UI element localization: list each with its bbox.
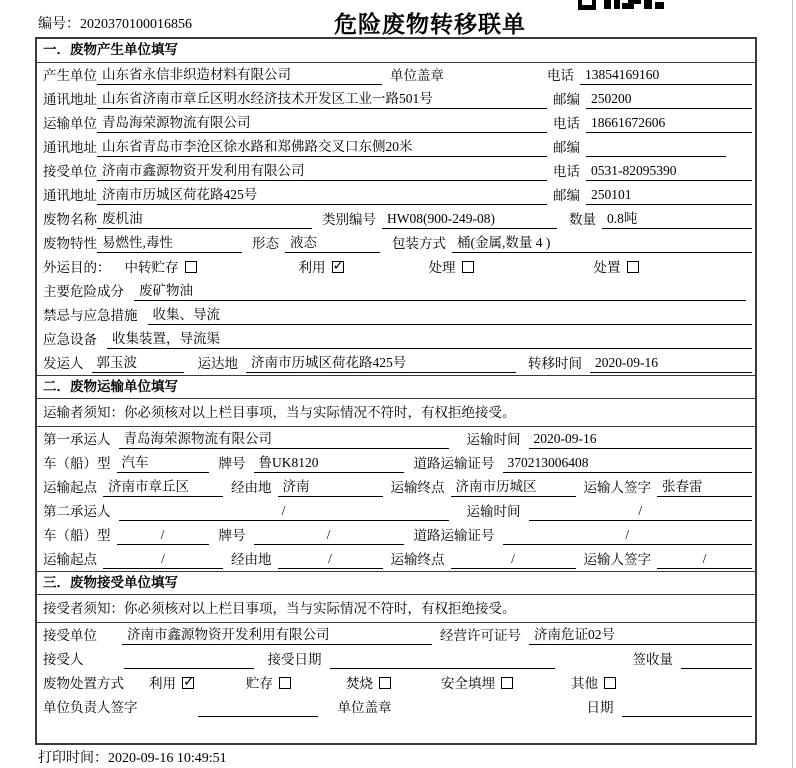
transfer-time-value: 2020-09-16 — [590, 354, 752, 373]
producer-address-label: 通讯地址 — [43, 92, 97, 107]
transport-zip-value — [586, 139, 726, 157]
producer-unit-value: 山东省永信非织造材料有限公司 — [97, 66, 382, 85]
receiver-phone-value: 0531-82095390 — [586, 162, 752, 181]
waste-name-value: 废机油 — [97, 210, 312, 229]
purpose-option-storage: 中转贮存 — [125, 259, 197, 277]
waste-pack-label: 包装方式 — [392, 236, 446, 251]
emergency-measures-label: 禁忌与应急措施 — [43, 308, 138, 323]
producer-phone-label: 电话 — [547, 68, 574, 83]
checkbox-disposal-incinerate — [379, 677, 391, 689]
route1-start-label: 运输起点 — [43, 480, 97, 495]
route2-via-label: 经由地 — [231, 552, 272, 567]
receiver-notice: 接受者须知：你必须核对以上栏目事项，当与实际情况不符时，有权拒绝接受。 — [37, 595, 755, 623]
transport-address-value: 山东省青岛市李沧区徐水路和郑佛路交叉口东侧20米 — [97, 138, 547, 157]
accept-unit-value: 济南市鑫源物资开发利用有限公司 — [122, 626, 432, 645]
page-edge-line — [792, 0, 793, 768]
manifest-table — [35, 37, 757, 745]
transport-address-label: 通讯地址 — [43, 140, 97, 155]
producer-unit-row — [37, 63, 755, 87]
checkbox-treat — [462, 261, 474, 273]
print-time-value: 2020-09-16 10:49:51 — [108, 751, 227, 766]
route2-start-label: 运输起点 — [43, 552, 97, 567]
vehicle2-plate-value: / — [254, 526, 404, 545]
transport-zip-label: 邮编 — [553, 140, 580, 155]
hazard-component-value: 废矿物油 — [134, 282, 746, 301]
page-title: 危险废物转移联单 — [334, 12, 526, 37]
vehicle1-type-label: 车（船）型 — [43, 456, 111, 471]
transport-address-row — [37, 135, 755, 159]
shipper-value: 郭玉波 — [92, 354, 184, 373]
emergency-equipment-row — [37, 327, 755, 351]
vehicle2-plate-label: 牌号 — [218, 528, 246, 543]
waste-name-label: 废物名称 — [43, 212, 97, 227]
route1-start-value: 济南市章丘区 — [103, 478, 223, 497]
checkbox-disposal-other — [604, 677, 616, 689]
transport-unit-value: 青岛海荣源物流有限公司 — [97, 114, 547, 133]
receiver-zip-value: 250101 — [586, 186, 752, 205]
transfer-time-label: 转移时间 — [528, 356, 582, 371]
carrier2-time-label: 运输时间 — [466, 504, 521, 519]
accept-unit-label: 接受单位 — [43, 628, 97, 643]
waste-traits-row — [37, 231, 755, 255]
serial-number — [38, 13, 192, 33]
receiver-unit-value: 济南市鑫源物资开发利用有限公司 — [97, 162, 547, 181]
receiver-unit-row — [37, 159, 755, 183]
purpose-option-use: 利用 ✓ — [299, 259, 344, 277]
disposal-option-landfill: 安全填埋 — [441, 675, 513, 693]
serial-label: 编号： — [38, 17, 80, 32]
checkbox-disposal-landfill — [501, 677, 513, 689]
carrier1-label: 第一承运人 — [43, 432, 111, 447]
vehicle2-permit-label: 道路运输证号 — [413, 528, 495, 543]
route1-end-label: 运输终点 — [390, 480, 445, 495]
route1-end-value: 济南市历城区 — [451, 478, 576, 497]
receiver-zip-label: 邮编 — [553, 188, 580, 203]
transport-phone-value: 18661672606 — [586, 114, 752, 133]
disposal-option-other: 其他 — [571, 675, 616, 693]
transporter-notice: 运输者须知：你必须核对以上栏目事项，当与实际情况不符时，有权拒绝接受。 — [37, 399, 755, 427]
transport-unit-label: 运输单位 — [43, 116, 97, 131]
vehicle2-row — [37, 523, 755, 547]
transport-phone-label: 电话 — [553, 116, 580, 131]
waste-form-label: 形态 — [252, 236, 279, 251]
vehicle2-type-value: / — [117, 526, 209, 545]
route1-signer-label: 运输人签字 — [583, 480, 651, 495]
unit-seal-label: 单位盖章 — [337, 700, 392, 715]
accept-date-label: 接受日期 — [267, 652, 322, 667]
checkbox-storage — [185, 261, 197, 273]
acceptor-label: 接受人 — [43, 652, 84, 667]
vehicle2-type-label: 车（船）型 — [43, 528, 111, 543]
route1-via-value: 济南 — [278, 478, 383, 497]
destination-label: 运达地 — [197, 356, 238, 371]
responsible-signature-row — [37, 695, 755, 719]
route2-end-value: / — [451, 550, 576, 569]
license-label: 经营许可证号 — [440, 628, 521, 643]
acceptor-row — [37, 647, 755, 671]
emergency-equipment-value: 收集装置，导流渠 — [107, 330, 752, 349]
receiver-address-row — [37, 183, 755, 207]
disposal-method-label: 废物处置方式 — [43, 676, 124, 691]
producer-seal-label: 单位盖章 — [390, 68, 444, 83]
emergency-measures-row — [37, 303, 755, 327]
producer-zip-label: 邮编 — [553, 92, 580, 107]
checkbox-dispose — [627, 261, 639, 273]
vehicle1-plate-value: 鲁UK8120 — [254, 454, 404, 473]
route2-signer-value: / — [657, 550, 752, 569]
vehicle1-row — [37, 451, 755, 475]
responsible-signature-value — [198, 699, 318, 717]
section1-header: 一．废物产生单位填写 — [37, 39, 755, 63]
carrier1-value: 青岛海荣源物流有限公司 — [119, 430, 449, 449]
waste-qty-label: 数量 — [569, 212, 596, 227]
receiver-unit-label: 接受单位 — [43, 164, 97, 179]
producer-unit-label: 产生单位 — [43, 68, 97, 83]
carrier2-label: 第二承运人 — [43, 504, 111, 519]
vehicle2-permit-value: / — [503, 526, 753, 545]
emergency-equipment-label: 应急设备 — [43, 332, 97, 347]
shipper-label: 发运人 — [43, 356, 84, 371]
waste-code-value: HW08(900-249-08) — [382, 210, 557, 229]
disposal-option-incinerate: 焚烧 — [346, 675, 391, 693]
vehicle1-plate-label: 牌号 — [218, 456, 246, 471]
producer-zip-value: 250200 — [586, 90, 752, 109]
license-value: 济南危证02号 — [529, 626, 752, 645]
carrier2-time-value: / — [529, 502, 753, 521]
vehicle1-type-value: 汽车 — [117, 454, 209, 473]
emergency-measures-value: 收集、导流 — [148, 306, 753, 325]
serial-value: 2020370100016856 — [80, 17, 192, 32]
transfer-purpose-label: 外运目的： — [43, 260, 111, 275]
purpose-option-treat: 处理 — [429, 259, 474, 277]
hazard-component-row — [37, 279, 755, 303]
carrier1-row — [37, 427, 755, 451]
transport-unit-row — [37, 111, 755, 135]
disposal-option-store: 贮存 — [246, 675, 291, 693]
qr-code-fragment — [578, 0, 666, 11]
vehicle1-permit-label: 道路运输证号 — [413, 456, 495, 471]
waste-code-label: 类别编号 — [322, 212, 376, 227]
hazard-component-label: 主要危险成分 — [43, 284, 124, 299]
acceptor-value — [124, 651, 254, 669]
section2-header: 二．废物运输单位填写 — [37, 375, 755, 399]
transfer-purpose-row — [37, 255, 755, 279]
print-time — [38, 747, 227, 767]
responsible-signature-label: 单位负责人签字 — [43, 700, 138, 715]
print-time-label: 打印时间： — [38, 751, 108, 766]
waste-traits-value: 易燃性,毒性 — [97, 234, 242, 253]
route2-start-value: / — [103, 550, 223, 569]
carrier2-value: / — [119, 502, 449, 521]
disposal-method-row — [37, 671, 755, 695]
route2-via-value: / — [278, 550, 383, 569]
receipt-qty-value — [681, 651, 752, 669]
waste-qty-value: 0.8吨 — [602, 210, 752, 229]
sign-date-value — [622, 699, 753, 717]
destination-value: 济南市历城区荷花路425号 — [246, 354, 516, 373]
route1-signer-value: 张春雷 — [657, 478, 752, 497]
route2-row — [37, 547, 755, 571]
receiver-phone-label: 电话 — [553, 164, 580, 179]
accept-unit-row — [37, 623, 755, 647]
route2-end-label: 运输终点 — [390, 552, 445, 567]
carrier1-time-label: 运输时间 — [466, 432, 521, 447]
checkbox-disposal-store — [279, 677, 291, 689]
section3-header: 三．废物接受单位填写 — [37, 571, 755, 595]
sign-date-label: 日期 — [586, 700, 614, 715]
shipper-row — [37, 351, 755, 375]
receiver-address-value: 济南市历城区荷花路425号 — [97, 186, 547, 205]
purpose-option-dispose: 处置 — [594, 259, 639, 277]
vehicle1-permit-value: 370213006408 — [503, 454, 753, 473]
waste-traits-label: 废物特性 — [43, 236, 97, 251]
disposal-option-use: 利用 ✓ — [149, 675, 194, 693]
receipt-qty-label: 签收量 — [632, 652, 673, 667]
route2-signer-label: 运输人签字 — [583, 552, 651, 567]
waste-pack-value: 桶(金属,数量 4 ) — [452, 234, 752, 253]
producer-phone-value: 13854169160 — [580, 66, 752, 85]
waste-name-row — [37, 207, 755, 231]
accept-date-value — [330, 651, 555, 669]
receiver-address-label: 通讯地址 — [43, 188, 97, 203]
route1-via-label: 经由地 — [231, 480, 272, 495]
carrier1-time-value: 2020-09-16 — [529, 430, 753, 449]
carrier2-row — [37, 499, 755, 523]
route1-row — [37, 475, 755, 499]
checkbox-use — [332, 261, 344, 273]
checkbox-disposal-use — [182, 677, 194, 689]
producer-address-row — [37, 87, 755, 111]
producer-address-value: 山东省济南市章丘区明水经济技术开发区工业一路501号 — [97, 90, 547, 109]
waste-form-value: 液态 — [285, 234, 380, 253]
